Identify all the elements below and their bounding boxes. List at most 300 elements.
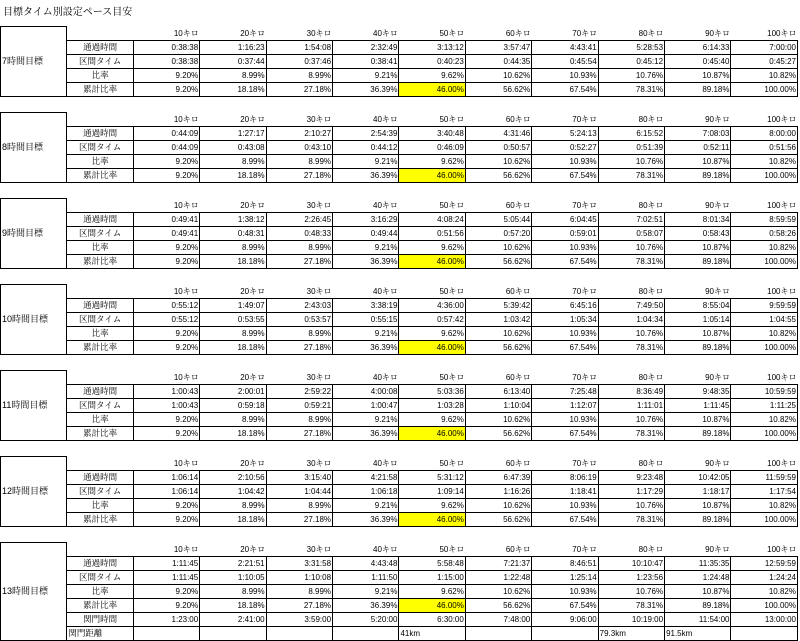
cell-passage: 2:00:01 bbox=[200, 384, 266, 398]
km-header: 60キロ bbox=[465, 543, 531, 557]
cell-passage: 9:59:59 bbox=[731, 298, 798, 312]
cell-segment: 0:59:21 bbox=[266, 398, 332, 412]
cell-segment: 1:24:24 bbox=[731, 570, 798, 584]
cell-cutoff_distance bbox=[731, 626, 798, 640]
cell-segment: 1:17:29 bbox=[598, 484, 664, 498]
cell-ratio: 10.82% bbox=[731, 326, 798, 340]
cell-ratio: 10.82% bbox=[731, 584, 798, 598]
cell-ratio: 9.62% bbox=[399, 154, 465, 168]
row-ratio bbox=[1, 584, 798, 598]
cell-segment: 0:57:20 bbox=[465, 226, 531, 240]
cell-ratio: 8.99% bbox=[266, 498, 332, 512]
cell-ratio: 9.20% bbox=[133, 68, 199, 82]
cell-ratio: 10.62% bbox=[465, 584, 531, 598]
cell-cumulative: 9.20% bbox=[133, 254, 199, 268]
km-header: 90キロ bbox=[665, 113, 731, 127]
km-header: 10キロ bbox=[133, 457, 199, 471]
cell-cutoff: 3:59:00 bbox=[266, 612, 332, 626]
header-corner bbox=[67, 113, 133, 127]
km-header: 30キロ bbox=[266, 27, 332, 41]
row-cumulative bbox=[1, 82, 798, 96]
cell-segment: 0:49:41 bbox=[133, 226, 199, 240]
cell-segment: 0:49:44 bbox=[333, 226, 399, 240]
cell-segment: 1:15:00 bbox=[399, 570, 465, 584]
cell-segment: 1:22:48 bbox=[465, 570, 531, 584]
row-label: 比率 bbox=[67, 240, 133, 254]
cell-cutoff: 11:54:00 bbox=[665, 612, 731, 626]
cell-ratio: 10.93% bbox=[532, 412, 598, 426]
cell-cumulative: 27.18% bbox=[266, 254, 332, 268]
km-header: 90キロ bbox=[665, 199, 731, 213]
cell-segment: 1:05:34 bbox=[532, 312, 598, 326]
row-label: 累計比率 bbox=[67, 82, 133, 96]
row-label: 累計比率 bbox=[67, 168, 133, 182]
cell-ratio: 8.99% bbox=[200, 412, 266, 426]
km-header: 80キロ bbox=[598, 113, 664, 127]
row-label: 区間タイム bbox=[67, 54, 133, 68]
cell-cutoff_distance bbox=[333, 626, 399, 640]
cell-segment: 0:53:57 bbox=[266, 312, 332, 326]
cell-segment: 1:24:48 bbox=[665, 570, 731, 584]
cell-cumulative: 89.18% bbox=[665, 254, 731, 268]
cell-cumulative: 46.00% bbox=[399, 340, 465, 354]
row-cutoff_distance bbox=[1, 626, 798, 640]
cell-segment: 0:45:27 bbox=[731, 54, 798, 68]
row-segment bbox=[1, 398, 798, 412]
cell-cumulative: 67.54% bbox=[532, 168, 598, 182]
cell-ratio: 10.76% bbox=[598, 240, 664, 254]
cell-ratio: 9.21% bbox=[333, 240, 399, 254]
km-header: 70キロ bbox=[532, 457, 598, 471]
cell-segment: 0:37:46 bbox=[266, 54, 332, 68]
cell-passage: 2:10:56 bbox=[200, 470, 266, 484]
km-header: 60キロ bbox=[465, 457, 531, 471]
cell-cutoff: 9:06:00 bbox=[532, 612, 598, 626]
row-label: 区間タイム bbox=[67, 226, 133, 240]
row-label: 区間タイム bbox=[67, 570, 133, 584]
cell-ratio: 8.99% bbox=[266, 68, 332, 82]
cell-ratio: 9.62% bbox=[399, 412, 465, 426]
cell-cumulative: 36.39% bbox=[333, 168, 399, 182]
cell-ratio: 9.21% bbox=[333, 154, 399, 168]
cell-passage: 3:16:29 bbox=[333, 212, 399, 226]
cell-segment: 0:51:56 bbox=[399, 226, 465, 240]
km-header: 90キロ bbox=[665, 27, 731, 41]
cell-passage: 3:40:48 bbox=[399, 126, 465, 140]
row-label: 関門時間 bbox=[67, 612, 133, 626]
cell-cumulative: 78.31% bbox=[598, 82, 664, 96]
cell-passage: 3:15:40 bbox=[266, 470, 332, 484]
cell-cumulative: 78.31% bbox=[598, 254, 664, 268]
cell-ratio: 9.62% bbox=[399, 326, 465, 340]
km-header: 80キロ bbox=[598, 543, 664, 557]
cell-ratio: 10.87% bbox=[665, 584, 731, 598]
km-header: 20キロ bbox=[200, 199, 266, 213]
row-label: 累計比率 bbox=[67, 512, 133, 526]
cell-cumulative: 56.62% bbox=[465, 82, 531, 96]
pace-table bbox=[0, 112, 798, 183]
km-header: 90キロ bbox=[665, 457, 731, 471]
cell-cutoff_distance: 41km bbox=[399, 626, 465, 640]
cell-passage: 2:10:27 bbox=[266, 126, 332, 140]
km-header: 10キロ bbox=[133, 199, 199, 213]
row-passage bbox=[1, 40, 798, 54]
cell-cumulative: 36.39% bbox=[333, 426, 399, 440]
cell-segment: 1:17:54 bbox=[731, 484, 798, 498]
cell-ratio: 10.76% bbox=[598, 326, 664, 340]
cell-ratio: 9.21% bbox=[333, 326, 399, 340]
cell-cumulative: 46.00% bbox=[399, 598, 465, 612]
cell-segment: 1:25:14 bbox=[532, 570, 598, 584]
cell-cumulative: 78.31% bbox=[598, 426, 664, 440]
cell-ratio: 9.62% bbox=[399, 584, 465, 598]
cell-segment: 0:44:35 bbox=[465, 54, 531, 68]
row-label: 通過時間 bbox=[67, 40, 133, 54]
cell-cumulative: 56.62% bbox=[465, 426, 531, 440]
cell-segment: 0:48:31 bbox=[200, 226, 266, 240]
cell-cumulative: 100.00% bbox=[731, 426, 798, 440]
row-label: 比率 bbox=[67, 68, 133, 82]
cell-passage: 11:59:59 bbox=[731, 470, 798, 484]
goal-label: 12時間目標 bbox=[1, 457, 67, 527]
cell-segment: 1:05:14 bbox=[665, 312, 731, 326]
cell-segment: 1:11:50 bbox=[333, 570, 399, 584]
cell-cumulative: 36.39% bbox=[333, 340, 399, 354]
cell-cumulative: 27.18% bbox=[266, 426, 332, 440]
row-segment bbox=[1, 226, 798, 240]
cell-cumulative: 46.00% bbox=[399, 254, 465, 268]
cell-passage: 2:32:49 bbox=[333, 40, 399, 54]
cell-passage: 1:06:14 bbox=[133, 470, 199, 484]
row-label: 比率 bbox=[67, 584, 133, 598]
cell-cumulative: 27.18% bbox=[266, 340, 332, 354]
cell-segment: 0:58:26 bbox=[731, 226, 798, 240]
cell-ratio: 10.93% bbox=[532, 240, 598, 254]
cell-passage: 7:00:00 bbox=[731, 40, 798, 54]
cell-ratio: 10.76% bbox=[598, 68, 664, 82]
cell-segment: 0:43:10 bbox=[266, 140, 332, 154]
cell-passage: 4:36:00 bbox=[399, 298, 465, 312]
cell-cumulative: 78.31% bbox=[598, 168, 664, 182]
km-header: 80キロ bbox=[598, 199, 664, 213]
km-header: 80キロ bbox=[598, 371, 664, 385]
row-passage bbox=[1, 126, 798, 140]
cell-passage: 12:59:59 bbox=[731, 556, 798, 570]
cell-ratio: 8.99% bbox=[200, 584, 266, 598]
cell-cumulative: 100.00% bbox=[731, 254, 798, 268]
row-label: 累計比率 bbox=[67, 598, 133, 612]
cell-ratio: 10.82% bbox=[731, 68, 798, 82]
cell-segment: 0:45:12 bbox=[598, 54, 664, 68]
cell-passage: 6:15:52 bbox=[598, 126, 664, 140]
cell-passage: 5:24:13 bbox=[532, 126, 598, 140]
cell-ratio: 10.93% bbox=[532, 498, 598, 512]
cell-segment: 0:51:56 bbox=[731, 140, 798, 154]
km-header: 50キロ bbox=[399, 285, 465, 299]
km-header: 40キロ bbox=[333, 543, 399, 557]
km-header: 70キロ bbox=[532, 371, 598, 385]
cell-passage: 6:13:40 bbox=[465, 384, 531, 398]
cell-passage: 5:31:12 bbox=[399, 470, 465, 484]
cell-cumulative: 9.20% bbox=[133, 82, 199, 96]
km-header: 70キロ bbox=[532, 113, 598, 127]
cell-cumulative: 27.18% bbox=[266, 168, 332, 182]
cell-segment: 0:44:12 bbox=[333, 140, 399, 154]
km-header: 70キロ bbox=[532, 199, 598, 213]
km-header: 60キロ bbox=[465, 113, 531, 127]
km-header: 40キロ bbox=[333, 371, 399, 385]
cell-segment: 1:16:26 bbox=[465, 484, 531, 498]
km-header: 20キロ bbox=[200, 457, 266, 471]
cell-ratio: 9.20% bbox=[133, 240, 199, 254]
cell-passage: 6:47:39 bbox=[465, 470, 531, 484]
cell-segment: 0:55:12 bbox=[133, 312, 199, 326]
header-corner bbox=[67, 27, 133, 41]
cell-cutoff_distance bbox=[465, 626, 531, 640]
cell-ratio: 10.82% bbox=[731, 412, 798, 426]
cell-segment: 1:04:34 bbox=[598, 312, 664, 326]
cell-passage: 7:25:48 bbox=[532, 384, 598, 398]
cell-cumulative: 56.62% bbox=[465, 254, 531, 268]
km-header: 100キロ bbox=[731, 285, 798, 299]
km-header: 60キロ bbox=[465, 285, 531, 299]
cell-passage: 8:55:04 bbox=[665, 298, 731, 312]
cell-ratio: 9.20% bbox=[133, 154, 199, 168]
cell-cumulative: 89.18% bbox=[665, 426, 731, 440]
cell-cumulative: 67.54% bbox=[532, 512, 598, 526]
km-header: 20キロ bbox=[200, 543, 266, 557]
cell-cumulative: 56.62% bbox=[465, 598, 531, 612]
cell-segment: 1:09:14 bbox=[399, 484, 465, 498]
row-passage bbox=[1, 556, 798, 570]
cell-ratio: 10.93% bbox=[532, 584, 598, 598]
km-header: 10キロ bbox=[133, 371, 199, 385]
row-segment bbox=[1, 312, 798, 326]
row-cumulative bbox=[1, 254, 798, 268]
cell-segment: 1:03:28 bbox=[399, 398, 465, 412]
cell-passage: 10:10:47 bbox=[598, 556, 664, 570]
cell-cutoff: 7:48:00 bbox=[465, 612, 531, 626]
km-header: 100キロ bbox=[731, 457, 798, 471]
goal-label: 9時間目標 bbox=[1, 199, 67, 269]
cell-ratio: 9.62% bbox=[399, 498, 465, 512]
cell-ratio: 8.99% bbox=[266, 154, 332, 168]
km-header: 80キロ bbox=[598, 27, 664, 41]
cell-cumulative: 18.18% bbox=[200, 254, 266, 268]
cell-passage: 7:02:51 bbox=[598, 212, 664, 226]
km-header: 30キロ bbox=[266, 285, 332, 299]
cell-segment: 1:10:05 bbox=[200, 570, 266, 584]
cell-passage: 8:01:34 bbox=[665, 212, 731, 226]
cell-passage: 9:48:35 bbox=[665, 384, 731, 398]
cell-segment: 1:11:01 bbox=[598, 398, 664, 412]
cell-ratio: 9.21% bbox=[333, 584, 399, 598]
km-header: 40キロ bbox=[333, 285, 399, 299]
cell-cumulative: 27.18% bbox=[266, 82, 332, 96]
cell-ratio: 10.76% bbox=[598, 154, 664, 168]
km-header: 80キロ bbox=[598, 457, 664, 471]
km-header: 70キロ bbox=[532, 285, 598, 299]
cell-ratio: 10.93% bbox=[532, 326, 598, 340]
row-passage bbox=[1, 470, 798, 484]
km-header: 70キロ bbox=[532, 543, 598, 557]
cell-passage: 6:04:45 bbox=[532, 212, 598, 226]
cell-passage: 3:57:47 bbox=[465, 40, 531, 54]
cell-segment: 1:03:42 bbox=[465, 312, 531, 326]
cell-ratio: 10.87% bbox=[665, 498, 731, 512]
km-header: 40キロ bbox=[333, 113, 399, 127]
km-header: 60キロ bbox=[465, 27, 531, 41]
cell-ratio: 8.99% bbox=[266, 240, 332, 254]
km-header: 100キロ bbox=[731, 199, 798, 213]
row-label: 関門距離 bbox=[67, 626, 133, 640]
cell-segment: 1:18:17 bbox=[665, 484, 731, 498]
cell-segment: 1:10:08 bbox=[266, 570, 332, 584]
cell-cumulative: 56.62% bbox=[465, 512, 531, 526]
km-header: 100キロ bbox=[731, 27, 798, 41]
cell-segment: 0:51:39 bbox=[598, 140, 664, 154]
row-label: 通過時間 bbox=[67, 298, 133, 312]
cell-passage: 8:36:49 bbox=[598, 384, 664, 398]
row-label: 区間タイム bbox=[67, 140, 133, 154]
cell-cumulative: 46.00% bbox=[399, 512, 465, 526]
cell-segment: 0:58:43 bbox=[665, 226, 731, 240]
cell-segment: 0:45:40 bbox=[665, 54, 731, 68]
cell-passage: 4:31:46 bbox=[465, 126, 531, 140]
cell-passage: 0:55:12 bbox=[133, 298, 199, 312]
cell-cumulative: 18.18% bbox=[200, 426, 266, 440]
row-label: 通過時間 bbox=[67, 384, 133, 398]
row-ratio bbox=[1, 68, 798, 82]
cell-ratio: 9.20% bbox=[133, 412, 199, 426]
km-header: 10キロ bbox=[133, 113, 199, 127]
row-label: 通過時間 bbox=[67, 470, 133, 484]
cell-cumulative: 9.20% bbox=[133, 512, 199, 526]
cell-passage: 0:49:41 bbox=[133, 212, 199, 226]
cell-ratio: 10.93% bbox=[532, 154, 598, 168]
goal-label: 11時間目標 bbox=[1, 371, 67, 441]
goal-label: 13時間目標 bbox=[1, 543, 67, 641]
cell-ratio: 10.76% bbox=[598, 498, 664, 512]
cell-cumulative: 100.00% bbox=[731, 168, 798, 182]
cell-segment: 1:00:43 bbox=[133, 398, 199, 412]
cell-passage: 10:42:05 bbox=[665, 470, 731, 484]
cell-segment: 0:38:41 bbox=[333, 54, 399, 68]
cell-segment: 0:48:33 bbox=[266, 226, 332, 240]
pace-table bbox=[0, 26, 798, 97]
cell-ratio: 10.62% bbox=[465, 240, 531, 254]
cell-ratio: 10.76% bbox=[598, 584, 664, 598]
cell-segment: 0:57:42 bbox=[399, 312, 465, 326]
row-cumulative bbox=[1, 512, 798, 526]
cell-passage: 3:31:58 bbox=[266, 556, 332, 570]
cell-segment: 1:00:47 bbox=[333, 398, 399, 412]
cell-passage: 8:06:19 bbox=[532, 470, 598, 484]
cell-cutoff: 2:41:00 bbox=[200, 612, 266, 626]
cell-ratio: 9.21% bbox=[333, 498, 399, 512]
pace-table bbox=[0, 284, 798, 355]
cell-segment: 0:45:54 bbox=[532, 54, 598, 68]
cell-ratio: 10.87% bbox=[665, 240, 731, 254]
cell-passage: 5:05:44 bbox=[465, 212, 531, 226]
cell-segment: 0:58:07 bbox=[598, 226, 664, 240]
cell-passage: 7:21:37 bbox=[465, 556, 531, 570]
row-ratio bbox=[1, 412, 798, 426]
page-title: 目標タイム別設定ペース目安 bbox=[3, 7, 133, 18]
cell-cumulative: 46.00% bbox=[399, 168, 465, 182]
cell-cumulative: 46.00% bbox=[399, 82, 465, 96]
cell-cumulative: 18.18% bbox=[200, 512, 266, 526]
cell-ratio: 10.76% bbox=[598, 412, 664, 426]
km-header: 10キロ bbox=[133, 543, 199, 557]
km-header: 80キロ bbox=[598, 285, 664, 299]
cell-passage: 1:54:08 bbox=[266, 40, 332, 54]
cell-segment: 0:50:57 bbox=[465, 140, 531, 154]
goal-label: 10時間目標 bbox=[1, 285, 67, 355]
cell-cutoff: 6:30:00 bbox=[399, 612, 465, 626]
cell-segment: 1:06:18 bbox=[333, 484, 399, 498]
cell-cumulative: 27.18% bbox=[266, 598, 332, 612]
cell-ratio: 8.99% bbox=[266, 412, 332, 426]
cell-passage: 4:21:58 bbox=[333, 470, 399, 484]
cell-ratio: 10.87% bbox=[665, 154, 731, 168]
cell-cutoff: 10:19:00 bbox=[598, 612, 664, 626]
km-header: 30キロ bbox=[266, 199, 332, 213]
pace-table bbox=[0, 542, 798, 641]
cell-passage: 2:43:03 bbox=[266, 298, 332, 312]
cell-passage: 1:16:23 bbox=[200, 40, 266, 54]
cell-ratio: 10.62% bbox=[465, 412, 531, 426]
cell-passage: 11:35:35 bbox=[665, 556, 731, 570]
cell-cutoff_distance: 79.3km bbox=[598, 626, 664, 640]
row-passage bbox=[1, 212, 798, 226]
cell-cumulative: 9.20% bbox=[133, 426, 199, 440]
cell-passage: 1:49:07 bbox=[200, 298, 266, 312]
cell-ratio: 10.62% bbox=[465, 326, 531, 340]
km-header: 30キロ bbox=[266, 113, 332, 127]
cell-cumulative: 36.39% bbox=[333, 598, 399, 612]
cell-segment: 0:46:09 bbox=[399, 140, 465, 154]
km-header: 30キロ bbox=[266, 457, 332, 471]
km-header: 90キロ bbox=[665, 543, 731, 557]
cell-segment: 0:38:38 bbox=[133, 54, 199, 68]
pace-table bbox=[0, 456, 798, 527]
cell-passage: 2:59:22 bbox=[266, 384, 332, 398]
row-ratio bbox=[1, 240, 798, 254]
km-header: 50キロ bbox=[399, 543, 465, 557]
pace-table bbox=[0, 370, 798, 441]
cell-passage: 0:38:38 bbox=[133, 40, 199, 54]
km-header: 10キロ bbox=[133, 27, 199, 41]
cell-ratio: 8.99% bbox=[200, 326, 266, 340]
cell-segment: 0:52:11 bbox=[665, 140, 731, 154]
cell-passage: 1:00:43 bbox=[133, 384, 199, 398]
cell-cutoff_distance: 91.5km bbox=[665, 626, 731, 640]
cell-ratio: 8.99% bbox=[200, 498, 266, 512]
cell-ratio: 9.62% bbox=[399, 68, 465, 82]
cell-segment: 1:04:42 bbox=[200, 484, 266, 498]
cell-segment: 1:11:45 bbox=[133, 570, 199, 584]
row-label: 累計比率 bbox=[67, 254, 133, 268]
cell-ratio: 9.20% bbox=[133, 498, 199, 512]
cell-segment: 0:43:08 bbox=[200, 140, 266, 154]
cell-cumulative: 18.18% bbox=[200, 340, 266, 354]
header-corner bbox=[67, 285, 133, 299]
row-cumulative bbox=[1, 168, 798, 182]
cell-cutoff_distance bbox=[266, 626, 332, 640]
header-corner bbox=[67, 199, 133, 213]
cell-ratio: 9.20% bbox=[133, 326, 199, 340]
